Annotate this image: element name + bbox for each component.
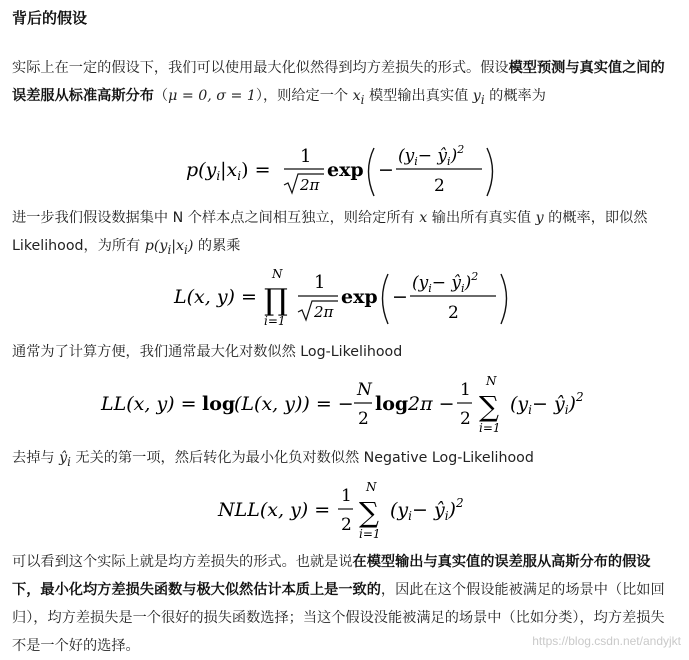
equation-log-likelihood — [0, 370, 689, 440]
svg-text:∑: ∑ — [479, 390, 499, 423]
equation-gaussian-probability — [0, 138, 689, 204]
paragraph-negative-log-likelihood: 去掉与 $ŷ_i$ 无关的第一项，然后转化为最小化负对数似然 Negative Log-Likelihood — [12, 450, 534, 469]
svg-text:N: N — [486, 374, 497, 388]
svg-text:p(yi|xi) =: $p(y_i|x_i)$ = — [186, 159, 271, 183]
svg-text:1: 1 — [460, 380, 471, 400]
bold-assumption: 模型预测与真实值之间的误差服从标准高斯分布 — [12, 60, 665, 104]
inline-math-yi: $y_i$ — [472, 88, 485, 107]
inline-math-xi: $x_i$ — [352, 88, 365, 107]
svg-text:L(x, y) =: L(x, y) = — [174, 286, 257, 308]
svg-text:2: 2 — [434, 176, 445, 196]
svg-text:2π −: 2π − — [408, 393, 455, 415]
svg-text:(yi− ŷi)2: ($y_i-$ $ŷ_i)^2$ — [510, 390, 584, 417]
svg-text:1: 1 — [314, 272, 326, 293]
paragraph-independence: 进一步我们假设数据集中 N 个样本点之间相互独立，则给定所有 x 输出所有真实值 y 的概率，即似然 Likelihood，为所有 $p(y_i|x_i)$ 的累乘 — [12, 210, 648, 257]
svg-text:−: − — [392, 286, 408, 308]
svg-text:NLL(x, y) =: NLL(x, y) = — [218, 499, 331, 521]
svg-text:LL(x, y) =: LL(x, y) = — [101, 393, 197, 415]
svg-text:N: N — [357, 380, 372, 400]
equation-nll — [0, 476, 689, 546]
svg-text:∏: ∏ — [264, 283, 288, 318]
svg-text:2: 2 — [460, 409, 471, 429]
svg-text:2π: 2π — [300, 176, 320, 194]
svg-text:exp: exp — [341, 286, 378, 308]
svg-text:i=1: i=1 — [479, 421, 501, 435]
paragraph-assumption: 实际上在一定的假设下，我们可以使用最大化似然得到均方差损失的形式。假设模型预测与真实值之间的误差服从标准高斯分布（μ = 0, σ = 1），则给定一个 $x_i$ 模型输出真实值 $y_i$ 的概率为 — [12, 60, 665, 107]
svg-text:log: log — [375, 393, 409, 415]
svg-text:(yi− ŷi)2: ($y_i-$ $ŷ_i)^2$ — [412, 270, 479, 295]
equation-likelihood — [0, 262, 689, 332]
paragraph-conclusion: 可以看到这个实际上就是均方差损失的形式。也就是说在模型输出与真实值的误差服从高斯分布的假设下，最小化均方差损失函数与极大似然估计本质上是一致的，因此在这个假设能被满足的场景中（比如回归），均方差损失是一个很好的损失函数选择；当这个假设没能被满足的场景中（比如分类），均方差损失不是一个好的选择。 — [12, 554, 665, 654]
svg-text:1: 1 — [300, 146, 312, 167]
watermark: https://blog.csdn.net/andyjkt — [532, 634, 681, 648]
svg-text:log: log — [202, 393, 236, 415]
svg-text:2: 2 — [358, 409, 369, 429]
svg-text:−: − — [378, 159, 394, 181]
inline-math-mu-sigma: μ = 0, σ = 1 — [168, 88, 256, 104]
svg-text:N: N — [366, 480, 377, 494]
svg-text:i=1: i=1 — [264, 314, 286, 328]
inline-math-pyx: $p(y_i|x_i)$ — [144, 238, 194, 257]
svg-text:(yi− ŷi)2: ($y_i-$ $ŷ_i)^2$ — [390, 496, 464, 523]
inline-math-y: y — [535, 210, 544, 226]
paragraph-log-likelihood: 通常为了计算方便，我们通常最大化对数似然 Log-Likelihood — [12, 344, 403, 360]
svg-text:N: N — [272, 267, 283, 281]
svg-text:2π: 2π — [314, 303, 334, 321]
svg-text:∑: ∑ — [359, 496, 379, 529]
svg-text:(L(x, y)) = −: (L(x, y)) = − — [234, 393, 354, 415]
svg-text:1: 1 — [341, 486, 352, 506]
inline-math-x: x — [419, 210, 428, 226]
svg-text:2: 2 — [341, 515, 352, 535]
svg-text:i=1: i=1 — [359, 527, 381, 541]
bold-conclusion: 在模型输出与真实值的误差服从高斯分布的假设下，最小化均方差损失函数与极大似然估计本质上是一致的 — [12, 554, 651, 598]
svg-text:2: 2 — [448, 303, 459, 323]
svg-text:exp: exp — [327, 159, 364, 181]
section-heading: 背后的假设 — [12, 9, 88, 27]
svg-text:(yi− ŷi)2: ($y_i-$ $ŷ_i)^2$ — [398, 143, 465, 168]
inline-math-yhat: $ŷ_i$ — [59, 450, 71, 469]
